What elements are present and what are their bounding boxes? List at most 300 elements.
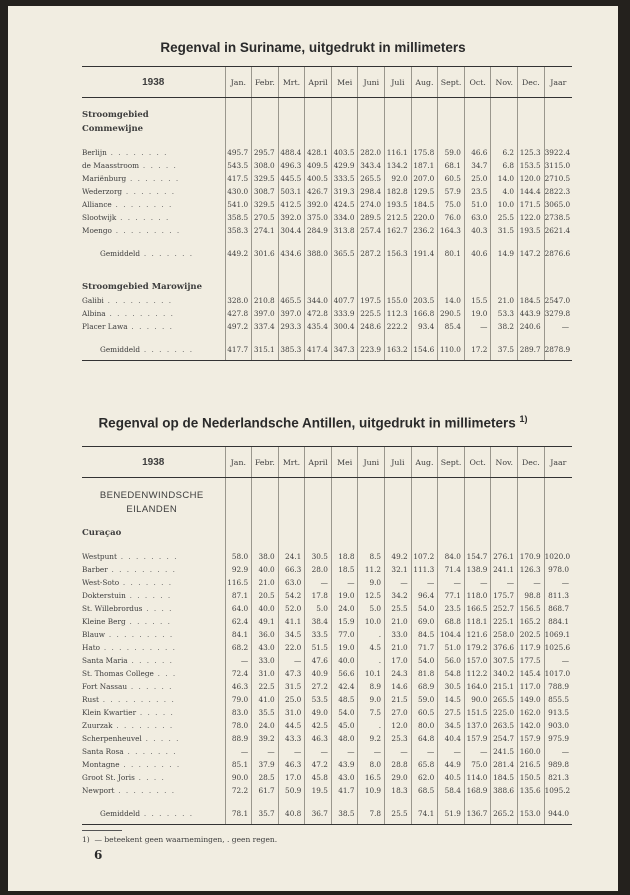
value-cell: 54.8 bbox=[438, 667, 465, 680]
section-curacao bbox=[82, 526, 572, 540]
value-cell: 5.0 bbox=[358, 602, 385, 615]
value-cell: 41.0 bbox=[252, 693, 279, 706]
value-cell: 40.0 bbox=[252, 602, 279, 615]
value-cell: 220.0 bbox=[411, 211, 438, 224]
value-cell: 145.4 bbox=[518, 667, 545, 680]
value-cell: 8.0 bbox=[358, 758, 385, 771]
value-cell: 162.7 bbox=[385, 224, 412, 237]
value-cell: 93.4 bbox=[411, 320, 438, 333]
value-cell: 40.3 bbox=[464, 224, 491, 237]
table-row bbox=[82, 320, 572, 333]
leader-dots: . . . . . . . . bbox=[116, 552, 179, 561]
value-cell: 14.6 bbox=[385, 680, 412, 693]
leader-dots: . . . . . . . bbox=[140, 249, 194, 258]
value-cell: — bbox=[464, 576, 491, 589]
table-row bbox=[82, 146, 572, 159]
spacer-row bbox=[82, 98, 572, 109]
leader-dots: . . . . . bbox=[141, 734, 180, 743]
value-cell: 33.0 bbox=[385, 628, 412, 641]
value-cell: 111.3 bbox=[411, 563, 438, 576]
value-cell: 51.0 bbox=[438, 641, 465, 654]
value-cell: 215.1 bbox=[491, 680, 518, 693]
value-cell: 225.1 bbox=[491, 615, 518, 628]
value-cell: 193.5 bbox=[385, 198, 412, 211]
table-row bbox=[82, 654, 572, 667]
value-cell: 154.7 bbox=[464, 550, 491, 563]
value-cell: 27.2 bbox=[305, 680, 332, 693]
station-label: Barber bbox=[82, 565, 108, 574]
table-row bbox=[82, 224, 572, 237]
value-cell: 3065.0 bbox=[544, 200, 571, 209]
value-cell: 2738.5 bbox=[544, 213, 571, 222]
value-cell: 19.0 bbox=[331, 589, 358, 602]
value-cell: 426.7 bbox=[305, 185, 332, 198]
value-cell: 48.5 bbox=[331, 693, 358, 706]
value-cell: 164.3 bbox=[438, 224, 465, 237]
value-cell: 41.7 bbox=[331, 784, 358, 797]
value-cell: 36.7 bbox=[305, 807, 332, 820]
value-cell: 163.2 bbox=[385, 343, 412, 356]
station-name bbox=[82, 563, 225, 576]
value-cell: 3922.4 bbox=[544, 148, 571, 157]
value-cell: 241.5 bbox=[491, 745, 518, 758]
value-cell: 153.0 bbox=[518, 807, 545, 820]
value-cell: 412.5 bbox=[278, 198, 305, 211]
value-cell: 358.3 bbox=[225, 224, 252, 237]
table-row bbox=[82, 732, 572, 745]
value-cell: — bbox=[464, 320, 491, 333]
value-cell: 84.1 bbox=[225, 628, 252, 641]
value-cell: 46.3 bbox=[225, 680, 252, 693]
value-cell: 76.0 bbox=[438, 211, 465, 224]
table-end-rule bbox=[82, 356, 572, 361]
value-cell: 45.8 bbox=[305, 771, 332, 784]
leader-dots: . . . . . . . bbox=[126, 174, 180, 183]
value-cell: 428.1 bbox=[305, 146, 332, 159]
leader-dots: . . . . . . bbox=[127, 682, 173, 691]
value-cell: 63.0 bbox=[464, 211, 491, 224]
value-cell: 54.2 bbox=[278, 589, 305, 602]
value-cell: — bbox=[225, 745, 252, 758]
value-cell: 365.5 bbox=[331, 247, 358, 260]
station-name bbox=[82, 706, 225, 719]
spacer-row bbox=[82, 516, 572, 526]
value-cell: 9.2 bbox=[358, 732, 385, 745]
value-cell: 69.0 bbox=[411, 615, 438, 628]
value-cell: 24.3 bbox=[385, 667, 412, 680]
table-row bbox=[82, 807, 572, 820]
value-cell: 1020.0 bbox=[544, 552, 571, 561]
value-cell: 40.0 bbox=[331, 654, 358, 667]
value-cell: 274.1 bbox=[252, 224, 279, 237]
value-cell: 855.5 bbox=[544, 693, 572, 706]
value-cell: 28.0 bbox=[305, 563, 332, 576]
value-cell: 51.9 bbox=[438, 807, 465, 820]
spacer-row bbox=[82, 478, 572, 489]
value-cell: 8.5 bbox=[358, 550, 385, 563]
value-cell: 263.5 bbox=[491, 719, 518, 732]
month-header: Sept. bbox=[438, 447, 465, 478]
value-cell: 19.0 bbox=[331, 641, 358, 654]
value-cell: 333.5 bbox=[331, 172, 358, 185]
table-row bbox=[82, 628, 572, 641]
value-cell: 40.9 bbox=[305, 667, 332, 680]
value-cell: 51.5 bbox=[305, 641, 332, 654]
station-name bbox=[82, 576, 225, 589]
value-cell: 300.4 bbox=[331, 320, 358, 333]
leader-dots: . . . . . . . bbox=[140, 345, 194, 354]
leader-dots: . . . bbox=[153, 669, 177, 678]
value-cell: 81.8 bbox=[411, 667, 438, 680]
value-cell: 430.0 bbox=[225, 185, 252, 198]
value-cell: 39.2 bbox=[252, 732, 279, 745]
value-cell: 110.0 bbox=[438, 343, 465, 356]
station-name bbox=[82, 807, 225, 820]
value-cell: 868.7 bbox=[544, 602, 572, 615]
value-cell: 17.0 bbox=[385, 654, 412, 667]
value-cell: 543.5 bbox=[225, 159, 252, 172]
value-cell: 44.5 bbox=[278, 719, 305, 732]
value-cell: 49.0 bbox=[305, 706, 332, 719]
value-cell: 788.9 bbox=[544, 680, 572, 693]
value-cell: 79.0 bbox=[225, 693, 252, 706]
value-cell: 107.2 bbox=[411, 550, 438, 563]
value-cell: 47.6 bbox=[305, 654, 332, 667]
value-cell: 308.7 bbox=[252, 185, 279, 198]
value-cell: 1095.2 bbox=[544, 786, 571, 795]
section-title: EILANDEN bbox=[126, 503, 178, 515]
value-cell: 138.9 bbox=[464, 563, 491, 576]
leader-dots: . . . . . . . . bbox=[111, 200, 173, 209]
value-cell: 184.5 bbox=[411, 198, 438, 211]
value-cell: 87.1 bbox=[225, 589, 252, 602]
value-cell: 22.0 bbox=[278, 641, 305, 654]
station-name bbox=[82, 307, 225, 320]
station-name bbox=[82, 641, 225, 654]
value-cell: 27.5 bbox=[438, 706, 465, 719]
station-label: Kleine Berg bbox=[82, 617, 126, 626]
value-cell: 41.1 bbox=[278, 615, 305, 628]
value-cell: 10.0 bbox=[358, 615, 385, 628]
station-label: Westpunt bbox=[82, 552, 117, 561]
value-cell: 207.0 bbox=[411, 172, 438, 185]
leader-dots: . . . . . . . bbox=[140, 809, 194, 818]
value-cell: 392.0 bbox=[278, 211, 305, 224]
value-cell: 202.5 bbox=[518, 628, 545, 641]
station-label: Galibi bbox=[82, 296, 104, 305]
value-cell: 118.1 bbox=[464, 615, 491, 628]
value-cell: 265.5 bbox=[491, 693, 518, 706]
value-cell: 25.5 bbox=[491, 211, 518, 224]
spacer-row bbox=[82, 136, 572, 146]
value-cell: 385.3 bbox=[278, 343, 305, 356]
value-cell: 114.0 bbox=[464, 771, 491, 784]
value-cell: 85.4 bbox=[438, 320, 465, 333]
value-cell: 298.4 bbox=[358, 185, 385, 198]
value-cell: 31.0 bbox=[278, 706, 305, 719]
value-cell: 12.5 bbox=[358, 589, 385, 602]
value-cell: 43.9 bbox=[331, 758, 358, 771]
value-cell: 46.6 bbox=[464, 146, 491, 159]
leader-dots: . . . . . . bbox=[125, 617, 172, 626]
value-cell: 16.5 bbox=[358, 771, 385, 784]
month-header: Jan. bbox=[225, 447, 252, 478]
value-cell: 24.0 bbox=[331, 602, 358, 615]
value-cell: 42.5 bbox=[305, 719, 332, 732]
value-cell: 1069.1 bbox=[544, 630, 571, 639]
value-cell: 7.5 bbox=[358, 706, 385, 719]
value-cell: 25.5 bbox=[385, 807, 412, 820]
station-name bbox=[82, 615, 225, 628]
value-cell: 147.2 bbox=[518, 247, 545, 260]
month-header: Sept. bbox=[438, 67, 465, 98]
value-cell: — bbox=[252, 745, 279, 758]
value-cell: 40.6 bbox=[464, 247, 491, 260]
value-cell: 56.6 bbox=[331, 667, 358, 680]
value-cell: 155.0 bbox=[385, 294, 412, 307]
value-cell: 126.3 bbox=[518, 563, 545, 576]
value-cell: 43.3 bbox=[278, 732, 305, 745]
station-name bbox=[82, 758, 225, 771]
value-cell: 503.1 bbox=[278, 185, 305, 198]
value-cell: 24.1 bbox=[278, 550, 305, 563]
table-row bbox=[82, 563, 572, 576]
table-row bbox=[82, 667, 572, 680]
value-cell: 150.5 bbox=[518, 771, 545, 784]
value-cell: 328.0 bbox=[225, 294, 252, 307]
spacer-row bbox=[82, 540, 572, 550]
year-header: 1938 bbox=[82, 447, 225, 478]
value-cell: 376.6 bbox=[491, 641, 518, 654]
section-benedenwindsche bbox=[82, 488, 572, 502]
value-cell: 168.9 bbox=[464, 784, 491, 797]
document-page bbox=[8, 6, 618, 891]
leader-dots: . . . . . . bbox=[127, 656, 174, 665]
station-name bbox=[82, 224, 225, 237]
leader-dots: . . . . . . . . . bbox=[111, 226, 181, 235]
leader-dots: . . . . . . . . bbox=[119, 760, 181, 769]
section-title: BENEDENWINDSCHE bbox=[99, 489, 204, 501]
value-cell: 116.5 bbox=[225, 576, 252, 589]
value-cell: 287.2 bbox=[358, 247, 385, 260]
value-cell: 417.5 bbox=[225, 172, 252, 185]
value-cell: 135.6 bbox=[518, 784, 545, 797]
station-label: Dokterstuin bbox=[82, 591, 126, 600]
value-cell: 212.5 bbox=[385, 211, 412, 224]
value-cell: 25.0 bbox=[278, 693, 305, 706]
value-cell: 46.3 bbox=[278, 758, 305, 771]
value-cell: 33.5 bbox=[305, 628, 332, 641]
value-cell: 14.0 bbox=[491, 172, 518, 185]
value-cell: 171.5 bbox=[518, 198, 545, 211]
month-header: Mei bbox=[331, 67, 358, 98]
month-header: Juli bbox=[385, 447, 412, 478]
value-cell: 74.1 bbox=[411, 807, 438, 820]
station-name bbox=[82, 159, 225, 172]
table-row bbox=[82, 706, 572, 719]
month-header: Dec. bbox=[518, 447, 545, 478]
value-cell: 308.0 bbox=[252, 159, 279, 172]
station-label: Fort Nassau bbox=[82, 682, 128, 691]
value-cell: 43.0 bbox=[252, 641, 279, 654]
station-name bbox=[82, 294, 225, 307]
table-row bbox=[82, 550, 572, 563]
value-cell: 149.0 bbox=[518, 693, 545, 706]
value-cell: 80.0 bbox=[411, 719, 438, 732]
station-label: Blauw bbox=[82, 630, 105, 639]
value-cell: 121.6 bbox=[464, 628, 491, 641]
month-header: Jaar bbox=[544, 67, 572, 98]
leader-dots: . . . . . . . . . . bbox=[98, 695, 176, 704]
leader-dots: . . . . . . bbox=[125, 591, 172, 600]
value-cell: 191.4 bbox=[411, 247, 438, 260]
value-cell: 62.4 bbox=[225, 615, 252, 628]
table2-antilles-rainfall bbox=[82, 446, 572, 825]
station-label: Scherpenheuvel bbox=[82, 734, 142, 743]
value-cell: 15.9 bbox=[331, 615, 358, 628]
value-cell: 17.2 bbox=[464, 343, 491, 356]
station-label: Placer Lawa bbox=[82, 322, 128, 331]
leader-dots: . . . . . . . bbox=[119, 578, 173, 587]
value-cell: 84.5 bbox=[411, 628, 438, 641]
value-cell: 34.5 bbox=[438, 719, 465, 732]
value-cell: 7.8 bbox=[358, 807, 385, 820]
value-cell: 240.6 bbox=[518, 320, 545, 333]
value-cell: 170.9 bbox=[518, 550, 545, 563]
value-cell: 157.9 bbox=[464, 732, 491, 745]
value-cell: 77.0 bbox=[331, 628, 358, 641]
value-cell: 12.0 bbox=[385, 719, 412, 732]
value-cell: 495.7 bbox=[225, 146, 252, 159]
station-label: Albina bbox=[82, 309, 106, 318]
month-header: Nov. bbox=[491, 67, 518, 98]
value-cell: 334.0 bbox=[331, 211, 358, 224]
table-row bbox=[82, 693, 572, 706]
value-cell: 28.8 bbox=[385, 758, 412, 771]
value-cell: 265.2 bbox=[491, 807, 518, 820]
value-cell: 54.0 bbox=[411, 602, 438, 615]
value-cell: 424.5 bbox=[331, 198, 358, 211]
value-cell: 4.0 bbox=[491, 185, 518, 198]
value-cell: 2878.9 bbox=[544, 345, 571, 354]
station-name bbox=[82, 589, 225, 602]
value-cell: 429.9 bbox=[331, 159, 358, 172]
value-cell: 347.3 bbox=[331, 343, 358, 356]
value-cell: 166.8 bbox=[411, 307, 438, 320]
value-cell: 14.5 bbox=[438, 693, 465, 706]
value-cell: 23.5 bbox=[464, 185, 491, 198]
value-cell: — bbox=[305, 576, 332, 589]
value-cell: 40.5 bbox=[438, 771, 465, 784]
station-label: Santa Maria bbox=[82, 656, 128, 665]
value-cell: 68.9 bbox=[411, 680, 438, 693]
value-cell: 58.0 bbox=[225, 550, 252, 563]
value-cell: 187.1 bbox=[411, 159, 438, 172]
value-cell: 811.3 bbox=[544, 589, 572, 602]
table-row bbox=[82, 211, 572, 224]
spacer-row bbox=[82, 797, 572, 807]
station-name bbox=[82, 719, 225, 732]
value-cell: 175.8 bbox=[411, 146, 438, 159]
value-cell: 4.5 bbox=[358, 641, 385, 654]
value-cell: — bbox=[305, 745, 332, 758]
value-cell: 175.7 bbox=[491, 589, 518, 602]
value-cell: 21.0 bbox=[385, 615, 412, 628]
value-cell: 72.2 bbox=[225, 784, 252, 797]
value-cell: — bbox=[278, 745, 305, 758]
station-name bbox=[82, 172, 225, 185]
month-header: Oct. bbox=[464, 67, 491, 98]
station-name bbox=[82, 146, 225, 159]
value-cell: 78.1 bbox=[225, 807, 252, 820]
value-cell: 45.0 bbox=[331, 719, 358, 732]
leader-dots: . . . . . . . . . bbox=[107, 565, 177, 574]
value-cell: 25.5 bbox=[385, 602, 412, 615]
month-header: Juni bbox=[358, 67, 385, 98]
month-header: Aug. bbox=[411, 447, 438, 478]
value-cell: 445.5 bbox=[278, 172, 305, 185]
station-name bbox=[82, 771, 225, 784]
value-cell: 403.5 bbox=[331, 146, 358, 159]
value-cell: 944.0 bbox=[544, 807, 572, 820]
value-cell: 307.5 bbox=[491, 654, 518, 667]
value-cell: 21.0 bbox=[385, 641, 412, 654]
leader-dots: . . . . . . . . . bbox=[105, 630, 174, 639]
table-row bbox=[82, 576, 572, 589]
value-cell: 304.4 bbox=[278, 224, 305, 237]
station-label: St. Thomas College bbox=[82, 669, 154, 678]
value-cell: 157.0 bbox=[464, 654, 491, 667]
value-cell: 71.7 bbox=[411, 641, 438, 654]
station-label: Gemiddeld bbox=[100, 809, 141, 818]
value-cell: — bbox=[411, 576, 438, 589]
leader-dots: . . . . . bbox=[139, 161, 178, 170]
value-cell: 281.4 bbox=[491, 758, 518, 771]
value-cell: 301.6 bbox=[252, 247, 279, 260]
value-cell: 136.7 bbox=[464, 807, 491, 820]
value-cell: 28.5 bbox=[252, 771, 279, 784]
value-cell: 38.4 bbox=[305, 615, 332, 628]
station-name bbox=[82, 198, 225, 211]
month-header: April bbox=[305, 67, 332, 98]
value-cell: 319.3 bbox=[331, 185, 358, 198]
section-commewijne bbox=[82, 108, 572, 122]
value-cell: 6.8 bbox=[491, 159, 518, 172]
station-label: Slootwijk bbox=[82, 213, 117, 222]
value-cell: 400.5 bbox=[305, 172, 332, 185]
station-label: Alliance bbox=[82, 200, 112, 209]
value-cell: 388.6 bbox=[491, 784, 518, 797]
value-cell: 18.5 bbox=[331, 563, 358, 576]
footnote: 1) — beteekent geen waarnemingen, . geen regen. bbox=[82, 835, 278, 844]
station-label: St. Willebrordus bbox=[82, 604, 143, 613]
table-row bbox=[82, 758, 572, 771]
value-cell: 37.5 bbox=[491, 343, 518, 356]
value-cell: 90.0 bbox=[464, 693, 491, 706]
value-cell: 392.0 bbox=[305, 198, 332, 211]
value-cell: 34.2 bbox=[385, 589, 412, 602]
month-header: Juli bbox=[385, 67, 412, 98]
value-cell: 435.4 bbox=[305, 320, 332, 333]
value-cell: — bbox=[225, 654, 252, 667]
value-cell: . bbox=[358, 719, 385, 732]
value-cell: 84.0 bbox=[438, 550, 465, 563]
value-cell: 47.3 bbox=[278, 667, 305, 680]
value-cell: 156.5 bbox=[518, 602, 545, 615]
value-cell: — bbox=[518, 576, 545, 589]
value-cell: 90.0 bbox=[225, 771, 252, 784]
value-cell: 48.0 bbox=[331, 732, 358, 745]
